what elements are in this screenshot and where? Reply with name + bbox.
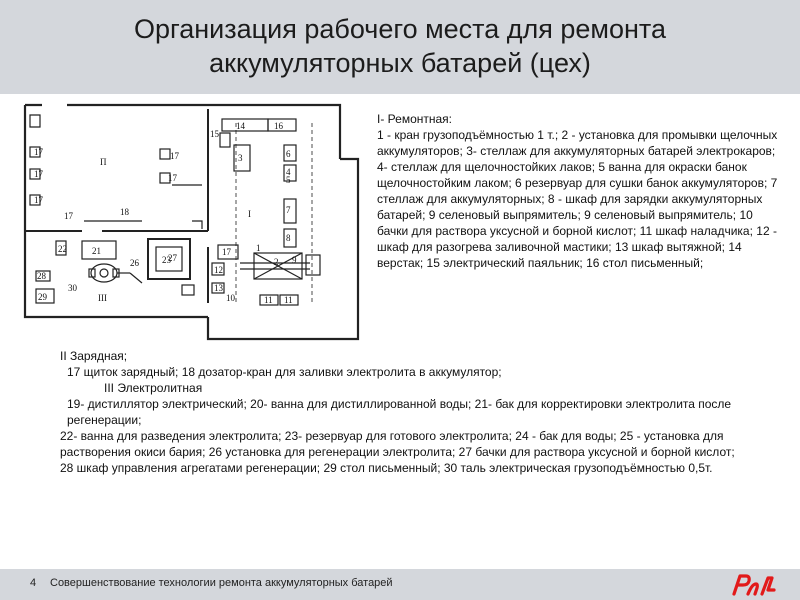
legend-charging-line1: 17 щиток зарядный; 18 дозатор-кран для заливки электролита в аккумулятор;: [67, 365, 502, 379]
plan-label-9: 9: [292, 255, 297, 265]
plan-label-11a: 11: [264, 295, 273, 305]
plan-label-28: 28: [37, 271, 46, 281]
legend-charging-section: [60, 348, 760, 476]
legend-electrolyte-line3: 22- ванна для разведения электролита; 23- резервуар для готового электролита; 24 - бак для воды; 25 - установка для растворения окиси бария; 26 установка для регенерации электролита; 27 бачки для раствора уксусной и борной кислот;: [60, 429, 735, 459]
plan-label-12: 12: [214, 265, 223, 275]
plan-label-17g: 17: [222, 247, 231, 257]
plan-label-23: 23: [162, 255, 171, 265]
plan-label-6: 6: [286, 149, 291, 159]
plan-label-30: 30: [68, 283, 77, 293]
plan-label-13: 13: [214, 283, 223, 293]
plan-label-17c: 17: [34, 195, 43, 205]
page-number: 4: [30, 577, 37, 589]
plan-label-7: 7: [286, 205, 291, 215]
plan-label-17b: 17: [34, 169, 43, 179]
legend-electrolyte-heading: III Электролитная: [104, 381, 203, 395]
title-line-2: аккумуляторных батарей (цех): [209, 48, 591, 78]
plan-label-17a: 17: [34, 147, 43, 157]
plan-label-room-i: I: [248, 209, 251, 219]
footer-text: Совершенствование технологии ремонта аккумуляторных батарей: [50, 577, 393, 589]
plan-label-22: 22: [58, 244, 67, 254]
plan-label-room-iii: III: [98, 293, 107, 303]
legend-electrolyte-line2: 19- дистиллятор электрический; 20- ванна для дистиллированной воды; 21- бак для корректировки электролита после регенерации;: [67, 397, 732, 427]
plan-label-8: 8: [286, 233, 291, 243]
legend-repair-section: [377, 111, 785, 271]
plan-label-4: 4: [286, 167, 291, 177]
plan-label-11b: 11: [284, 295, 293, 305]
plan-label-17e: 17: [168, 173, 177, 183]
plan-label-29: 29: [38, 292, 47, 302]
plan-label-18: 18: [120, 207, 129, 217]
plan-label-2: 2: [274, 257, 279, 267]
legend-electrolyte-line4: 28 шкаф управления агрегатами регенерации; 29 стол письменный; 30 таль электрическая грузоподъёмностью 0,5т.: [60, 461, 713, 475]
workshop-floor-plan: [22, 103, 362, 343]
plan-label-5: 5: [286, 175, 291, 185]
plan-label-10: 10: [226, 293, 235, 303]
slide-header: [0, 0, 800, 94]
plan-label-17f: 17: [64, 211, 73, 221]
legend-repair-text: 1 - кран грузоподъёмностью 1 т.; 2 - установка для промывки щелочных аккумуляторов; 3- стеллаж для аккумуляторных батарей электрокаров; 4- стеллаж для щелочностойких лаков; 5 ванна для окраски банок щелочностойким лаком; 6 резервуар для сушки банок аккумуляторов; 7 стеллаж для аккумуляторных; 8 - шкаф для зарядки аккумуляторных батарей; 9 селеновый выпрямитель; 9 селеновый выпрямитель; 10 бачки для раствора уксусной и борной кислот; 11 шкаф наладчика; 12 - шкаф для разогрева заливочной мастики; 13 шкаф вытяжной; 14 верстак; 15 электрический паяльник; 16 стол письменный;: [377, 128, 778, 270]
plan-label-3: 3: [238, 153, 243, 163]
plan-label-26: 26: [130, 258, 139, 268]
title-line-1: Организация рабочего места для ремонта: [133, 14, 666, 44]
plan-label-27: 27: [168, 253, 177, 263]
rzd-logo-icon: [728, 570, 776, 598]
legend-charging-heading: II Зарядная;: [60, 349, 128, 363]
plan-label-14: 14: [236, 121, 245, 131]
slide-title: [0, 12, 800, 80]
slide-footer: [0, 569, 800, 600]
plan-label-21: 21: [92, 246, 101, 256]
plan-label-15: 15: [210, 129, 219, 139]
legend-repair-heading: I- Ремонтная:: [377, 112, 452, 126]
plan-label-17d: 17: [170, 151, 179, 161]
plan-label-1: 1: [256, 243, 261, 253]
plan-label-16: 16: [274, 121, 283, 131]
plan-label-room-ii: П: [100, 157, 107, 167]
